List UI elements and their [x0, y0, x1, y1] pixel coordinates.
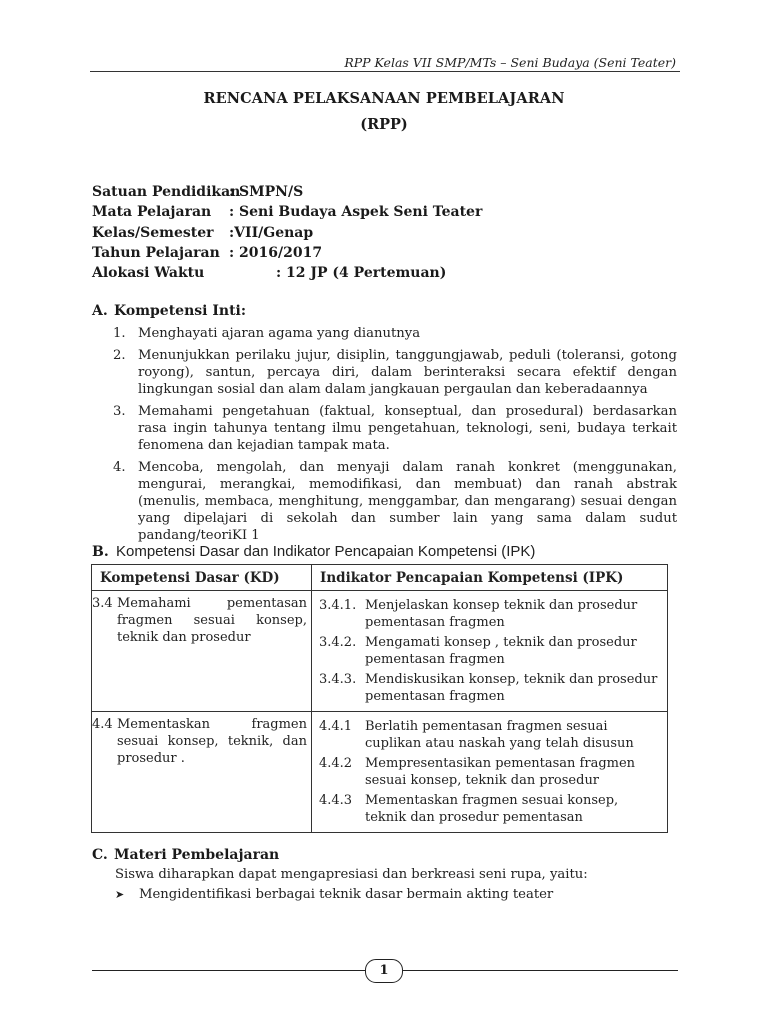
info-row — [92, 223, 482, 243]
table-row — [92, 712, 668, 833]
ipk-text: Mengamati konsep , teknik dan prosedur pementasan fragmen — [365, 635, 637, 667]
document-title: RENCANA PELAKSANAAN PEMBELAJARAN — [203, 90, 565, 107]
ipk-item — [312, 755, 667, 789]
ipk-text: Mempresentasikan pementasan fragmen sesuai konsep, teknik dan prosedur — [365, 756, 636, 788]
table-header-ipk: Indikator Pencapaian Kompetensi (IPK) — [312, 565, 668, 591]
info-row — [92, 243, 482, 263]
running-header: RPP Kelas VII SMP/MTs – Seni Budaya (Seni Teater) — [344, 55, 676, 70]
ipk-text: Mementaskan fragmen sesuai konsep, teknik dan prosedur pementasan — [365, 793, 619, 825]
ipk-number: 3.4.2. — [319, 635, 357, 650]
table-header-row — [92, 565, 668, 591]
list-item — [113, 459, 677, 544]
info-label: Satuan Pendidikan — [92, 184, 241, 200]
section-title: Kompetensi Inti: — [114, 303, 247, 319]
section-b-heading — [92, 543, 535, 560]
ipk-item — [312, 671, 667, 705]
info-value: : 12 JP (4 Pertemuan) — [276, 265, 447, 282]
info-value: : SMPN/S — [229, 184, 304, 200]
list-item — [113, 347, 677, 398]
list-number: 3. — [113, 404, 126, 419]
info-label: Mata Pelajaran — [92, 204, 212, 221]
ipk-text: Mendiskusikan konsep, teknik dan prosedur pementasan fragmen — [365, 672, 658, 704]
table-row — [92, 591, 668, 712]
list-text: Menghayati ajaran agama yang dianutnya — [138, 326, 421, 341]
kd-ipk-table — [91, 564, 668, 833]
document-subtitle: (RPP) — [360, 116, 408, 133]
ipk-item — [312, 634, 667, 668]
kd-cell — [92, 712, 312, 833]
info-row — [92, 182, 482, 202]
section-letter: A. — [92, 303, 108, 319]
section-c-intro: Siswa diharapkan dapat mengapresiasi dan berkreasi seni rupa, yaitu: — [115, 867, 588, 882]
section-c-heading — [92, 847, 279, 863]
ipk-item — [312, 597, 667, 631]
arrow-bullet-icon: ➤ — [115, 888, 125, 901]
info-row — [92, 263, 482, 283]
info-value: : 2016/2017 — [229, 244, 323, 261]
list-text: Memahami pengetahuan (faktual, konseptual, dan prosedural) berdasarkan rasa ingin tahunya tentang ilmu pengetahuan, teknologi, seni, budaya terkait fenomena dan kejadian tampak mata. — [138, 404, 677, 453]
ipk-item — [312, 792, 667, 826]
list-number: 2. — [113, 348, 126, 363]
page-number: 1 — [365, 959, 403, 983]
info-label: Kelas/Semester — [92, 224, 214, 241]
kompetensi-inti-list — [113, 325, 677, 549]
header-rule — [90, 71, 680, 72]
info-label: Tahun Pelajaran — [92, 244, 220, 261]
identity-block — [92, 182, 482, 283]
ipk-number: 4.4.2 — [319, 756, 353, 771]
ipk-cell — [312, 712, 668, 833]
bullet-text: Mengidentifikasi berbagai teknik dasar bermain akting teater — [139, 887, 554, 902]
ipk-text: Menjelaskan konsep teknik dan prosedur pementasan fragmen — [365, 598, 638, 630]
section-title: Kompetensi Dasar dan Indikator Pencapaian Kompetensi (IPK) — [116, 543, 536, 560]
table-header-kd: Kompetensi Dasar (KD) — [92, 565, 312, 591]
list-text: Mencoba, mengolah, dan menyaji dalam ranah konkret (menggunakan, mengurai, merangkai, memodifikasi, dan membuat) dan ranah abstrak (menulis, membaca, menghitung, menggambar, dan mengarang) sesuai dengan yang dipelajari di sekolah dan sumber lain yang sama dalam sudut pandang/teoriKI 1 — [138, 460, 677, 543]
kd-number: 3.4 — [92, 596, 113, 611]
kd-text: Memahami pementasan fragmen sesuai konsep, teknik dan prosedur — [117, 596, 307, 645]
list-item — [113, 325, 677, 342]
list-item — [113, 403, 677, 454]
ipk-number: 3.4.3. — [319, 672, 357, 687]
section-letter: B. — [92, 544, 109, 560]
kd-number: 4.4 — [92, 717, 113, 732]
info-row — [92, 202, 482, 222]
ipk-number: 3.4.1. — [319, 598, 357, 613]
list-text: Menunjukkan perilaku jujur, disiplin, tanggungjawab, peduli (toleransi, gotong royong), santun, percaya diri, dalam berinteraksi secara efektif dengan lingkungan sosial dan alam dalam jangkauan pergaulan dan keberadaannya — [138, 348, 677, 397]
info-value: : Seni Budaya Aspek Seni Teater — [229, 204, 483, 221]
info-value: :VII/Genap — [229, 224, 314, 241]
kd-text: Mementaskan fragmen sesuai konsep, teknik, dan prosedur . — [117, 717, 307, 766]
ipk-cell — [312, 591, 668, 712]
section-c-bullet — [115, 887, 553, 902]
list-number: 4. — [113, 460, 126, 475]
section-letter: C. — [92, 847, 108, 863]
section-a-heading — [92, 303, 246, 319]
ipk-number: 4.4.1 — [319, 719, 353, 734]
ipk-item — [312, 718, 667, 752]
section-title: Materi Pembelajaran — [114, 847, 280, 863]
kd-cell — [92, 591, 312, 712]
ipk-number: 4.4.3 — [319, 793, 353, 808]
info-label: Alokasi Waktu — [92, 265, 205, 282]
ipk-text: Berlatih pementasan fragmen sesuai cuplikan atau naskah yang telah disusun — [365, 719, 634, 751]
list-number: 1. — [113, 326, 126, 341]
